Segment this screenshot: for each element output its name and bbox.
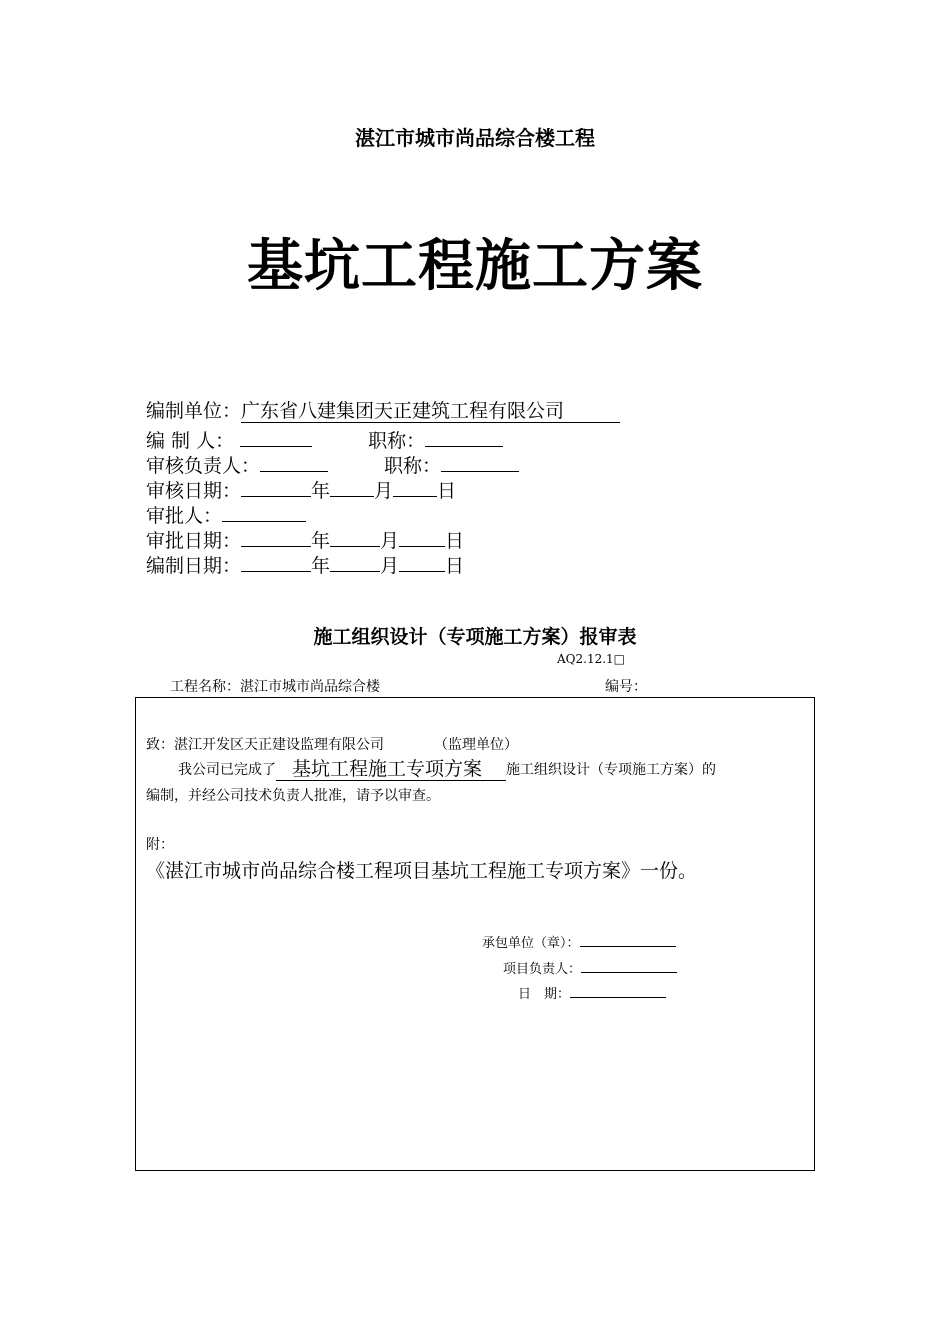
review-day-unit: 日	[437, 480, 457, 502]
approve-date-label: 审批日期：	[146, 530, 242, 552]
contractor-row	[482, 932, 676, 951]
date-row	[518, 983, 666, 1002]
reviewer-title-label: 职称：	[384, 455, 442, 477]
approve-month-blank	[330, 524, 380, 547]
review-month-blank	[330, 474, 374, 497]
compile-year-unit: 年	[311, 555, 331, 577]
compiler-label: 编 制 人：	[146, 430, 235, 452]
review-date-label: 审核日期：	[146, 480, 242, 502]
form-title: 施工组织设计（专项施工方案）报审表	[313, 626, 637, 648]
compile-unit-row	[146, 398, 620, 424]
form-code: AQ2.12.1□	[557, 652, 626, 666]
project-manager-label: 项目负责人：	[503, 962, 582, 977]
compile-day-unit: 日	[445, 555, 465, 577]
body-suffix: 施工组织设计（专项施工方案）的	[506, 762, 717, 778]
approver-label: 审批人：	[146, 505, 223, 527]
reviewer-blank	[260, 449, 328, 472]
to-line	[146, 734, 518, 754]
reviewer-label: 审核负责人：	[146, 455, 261, 477]
compile-month-unit: 月	[380, 555, 400, 577]
approver-blank	[222, 499, 306, 522]
compile-date-label: 编制日期：	[146, 555, 242, 577]
body-line-1	[178, 758, 716, 781]
attachment-text: 《湛江市城市尚品综合楼工程项目基坑工程施工专项方案》一份。	[146, 860, 698, 882]
compiler-title-blank	[425, 424, 503, 447]
project-name-label: 工程名称：湛江市城市尚品综合楼	[170, 679, 380, 695]
main-title: 基坑工程施工方案	[247, 233, 703, 299]
review-year-blank	[241, 474, 311, 497]
contractor-label: 承包单位（章）：	[482, 936, 580, 951]
contractor-signature-line	[580, 932, 676, 947]
review-month-unit: 月	[374, 480, 394, 502]
compiler-title-label: 职称：	[368, 430, 426, 452]
reviewer-title-blank	[441, 449, 519, 472]
approve-day-unit: 日	[445, 530, 465, 552]
approve-day-blank	[399, 524, 445, 547]
compile-unit-label: 编制单位：	[146, 400, 242, 422]
date-label: 日 期：	[518, 987, 571, 1002]
approve-year-unit: 年	[311, 530, 331, 552]
approve-month-unit: 月	[380, 530, 400, 552]
compile-year-blank	[241, 549, 311, 572]
to-supervisor: 致：湛江开发区天正建设监理有限公司	[146, 737, 384, 753]
review-day-blank	[393, 474, 437, 497]
attachment-label: 附：	[146, 837, 174, 853]
compile-day-blank	[399, 549, 445, 572]
body-scheme: 基坑工程施工专项方案	[276, 758, 506, 781]
project-manager-signature-line	[581, 958, 677, 973]
compile-month-blank	[330, 549, 380, 572]
project-title: 湛江市城市尚品综合楼工程	[355, 126, 595, 150]
approve-year-blank	[241, 524, 311, 547]
compile-date-row	[146, 549, 464, 579]
body-line-2: 编制，并经公司技术负责人批准，请予以审查。	[146, 788, 440, 804]
number-label: 编号：	[605, 679, 647, 695]
supervisor-unit-label: （监理单位）	[434, 737, 518, 753]
compiler-blank	[240, 424, 312, 447]
date-signature-line	[570, 983, 666, 998]
review-year-unit: 年	[311, 480, 331, 502]
compile-unit-value: 广东省八建集团天正建筑工程有限公司	[241, 400, 620, 423]
body-prefix: 我公司已完成了	[178, 762, 276, 778]
project-manager-row	[503, 958, 677, 977]
